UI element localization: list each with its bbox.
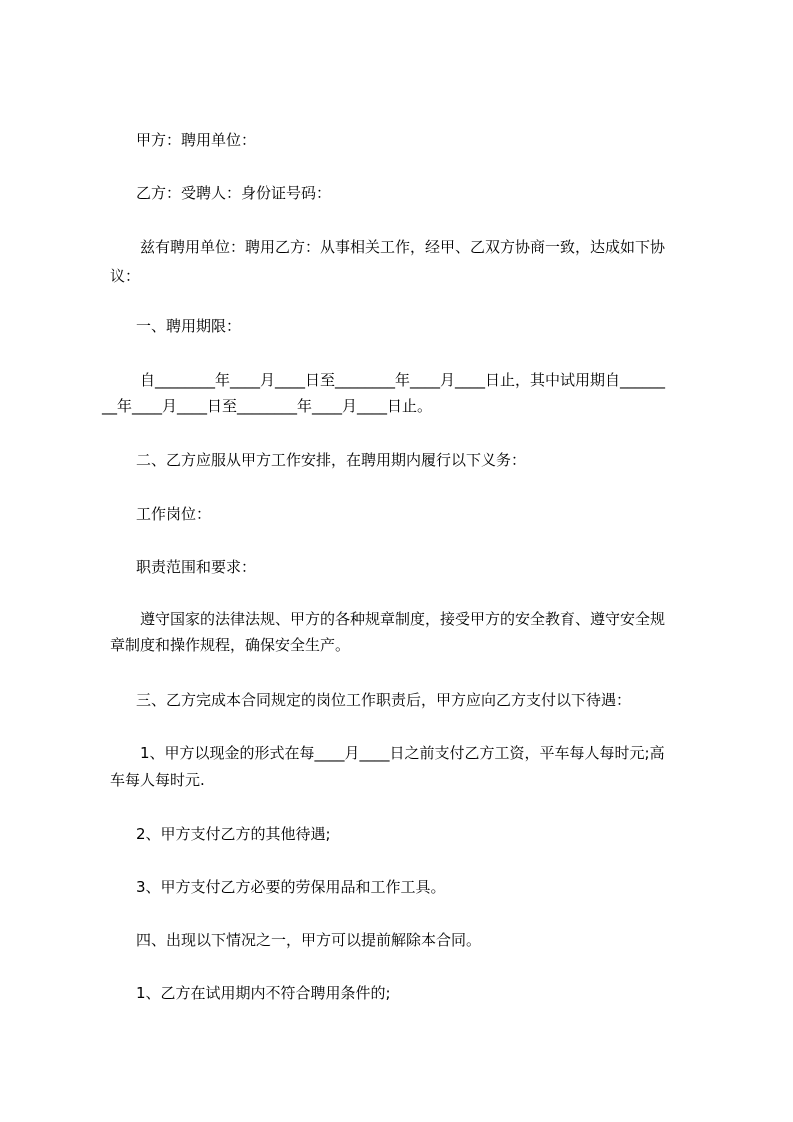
duties-label: 职责范围和要求：	[136, 558, 257, 576]
term-line-2: __年____月____日至________年____月____日止。	[102, 397, 433, 415]
section2-title: 二、乙方应服从甲方工作安排，在聘用期内履行以下义务：	[136, 451, 527, 469]
salary-line-1: 1、甲方以现金的形式在每____月____日之前支付乙方工资，平车每人每时元;高	[140, 744, 665, 762]
intro-line-1: 兹有聘用单位：聘用乙方：从事相关工作，经甲、乙双方协商一致，达成如下协	[140, 238, 666, 256]
section1-title: 一、聘用期限：	[136, 317, 242, 335]
term-line-1: 自________年____月____日至________年____月____日止，其中试用期自______	[140, 371, 666, 389]
section3-title: 三、乙方完成本合同规定的岗位工作职责后，甲方应向乙方支付以下待遇：	[136, 691, 632, 709]
job-post-label: 工作岗位：	[136, 505, 212, 523]
duties-line-2: 章制度和操作规程，确保安全生产。	[110, 636, 351, 654]
salary-line-2: 车每人每时元.	[110, 771, 205, 789]
section4-title: 四、出现以下情况之一，甲方可以提前解除本合同。	[136, 931, 482, 949]
duties-line-1: 遵守国家的法律法规、甲方的各种规章制度，接受甲方的安全教育、遵守安全规	[140, 610, 666, 628]
party-a-line: 甲方：聘用单位：	[136, 131, 257, 149]
intro-line-2: 议：	[110, 267, 141, 285]
other-benefits-line: 2、甲方支付乙方的其他待遇;	[136, 825, 331, 843]
party-b-line: 乙方：受聘人：身份证号码：	[136, 184, 332, 202]
probation-termination-line: 1、乙方在试用期内不符合聘用条件的;	[136, 984, 391, 1002]
labor-supplies-line: 3、甲方支付乙方必要的劳保用品和工作工具。	[136, 878, 446, 896]
